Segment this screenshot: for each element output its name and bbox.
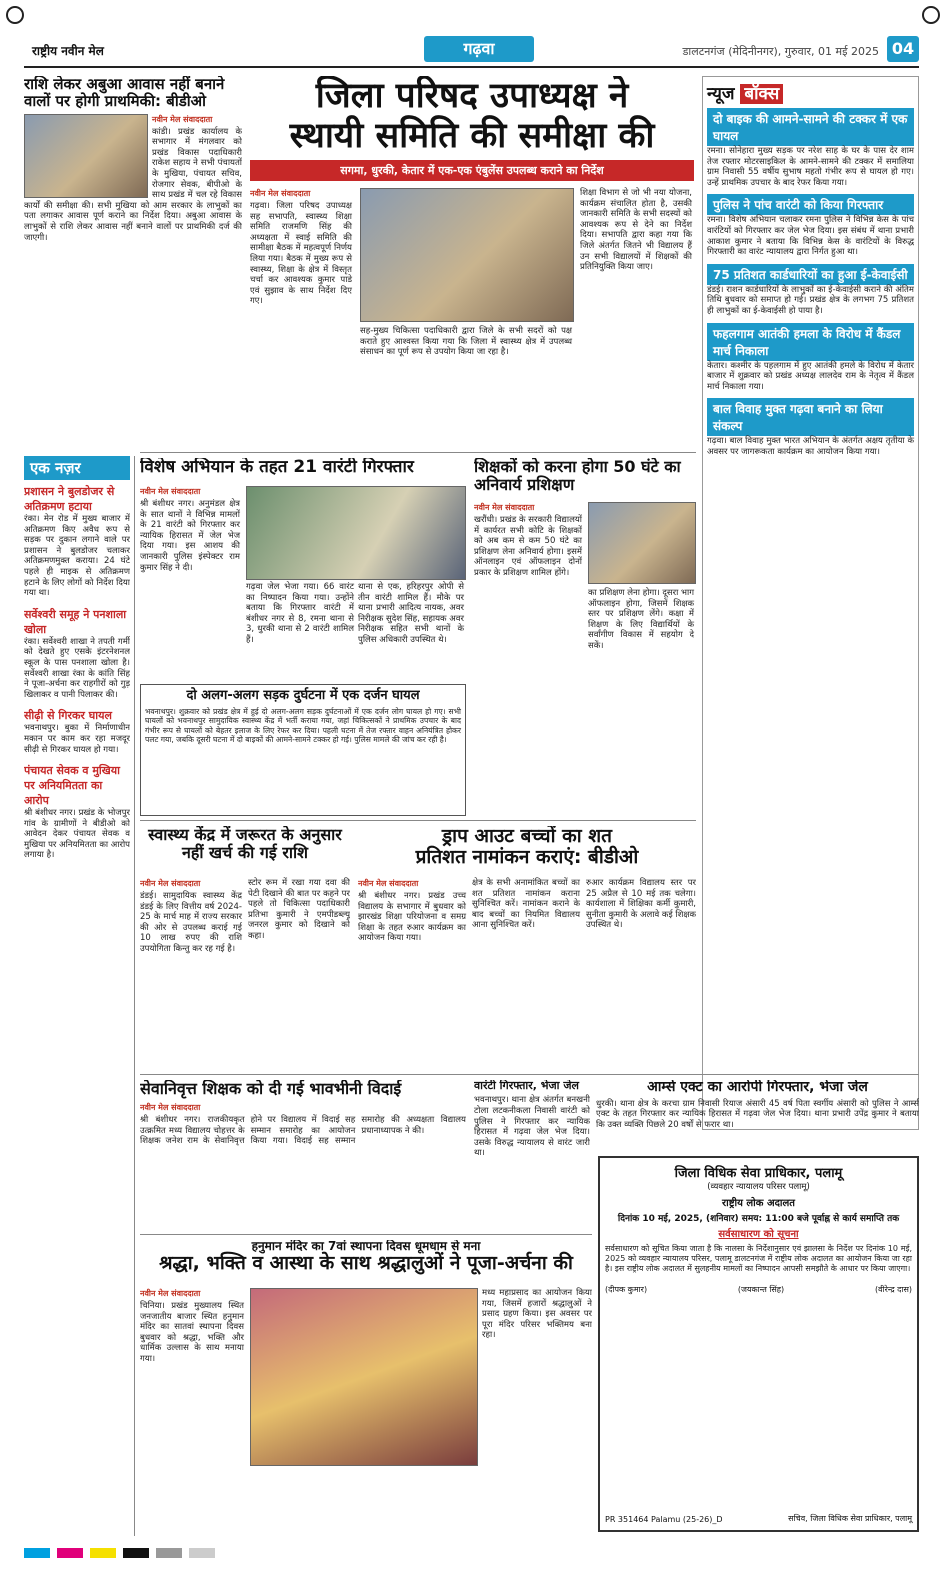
headline: आर्म्स एक्ट का आरोपी गिरफ्तार, भेजा जेल xyxy=(647,1080,868,1095)
ek-nazar-column xyxy=(24,456,130,1536)
ek-nazar-label xyxy=(24,456,130,480)
news-box-label-a: न्यूज xyxy=(707,84,735,104)
retire-body: श्री बंशीधर नगर। राजकीयकृत उत्क्रमित मध्य विद्यालय चोहत्तर के शिक्षक जनेश राम के सेवानिवृत्त होने पर विद्यालय में विदाई सह सम्मान समारोह का आयोजन किया गया। विदाई सह सम्मान समारोह की अध्यक्षता विद्यालय प्रधानाध्यापक ने की। xyxy=(140,1114,466,1147)
row-rule xyxy=(140,452,696,453)
teachers-col-1 xyxy=(474,502,582,579)
headline: श्रद्धा, भक्ति व आस्था के साथ श्रद्धालुओं ने पूजा-अर्चना की xyxy=(159,1252,573,1275)
brief-item xyxy=(24,763,130,861)
pr-number: PR 351464 Palamu (25-26)_D xyxy=(605,1515,723,1524)
registration-mark xyxy=(6,6,24,24)
color-swatch xyxy=(24,1548,50,1558)
headline: स्वास्थ्य केंद्र में जरूरत के अनुसार नहीं खर्च की गई राशि xyxy=(148,826,342,862)
news-box-label xyxy=(707,81,914,104)
warrant-body-b: थाना से एक, हरिहरपुर ओपी से तीन वारंटी शामिल हैं। मौके पर थाना प्रभारी आदित्य नायक, अवर निरीक्षक सुदेश सिंह, सहायक अवर निरीक्षक सहित सभी थानों के पुलिस अधिकारी उपस्थित थे। xyxy=(358,582,464,645)
health-body-a: डंडई। सामुदायिक स्वास्थ्य केंद्र डंडई के लिए वित्तीय वर्ष 2024-25 के मार्च माह में राज्य सरकार की ओर से उपलब्ध कराई गई 10 लाख रुपए की राशि उपयोगिता किन्तु कर रह गई है। xyxy=(140,891,242,954)
warrant-body-a: श्री बंशीधर नगर। अनुमंडल क्षेत्र के सात थानों ने विभिन्न मामलों के 21 वारंटी को गिरफ्तार कर न्यायिक हिरासत में जेल भेज दिया गया। इस आशय की जानकारी पुलिस इंस्पेक्टर राम कुमार सिंह ने दी। xyxy=(140,499,240,573)
lead-body-a: गढ़वा। जिला परिषद उपाध्यक्ष सह सभापति, स्वास्थ्य शिक्षा समिति राजमणि सिंह की अध्यक्षता में स्वाई समिति की सामीक्षा बैठक में महत्वपूर्ण निर्णय लिया गया। बैठक में मुख्य रूप से स्वास्थ्य, शिक्षा के क्षेत्र में विस्तृत चर्चा कर आवश्यक कुमार पाडे एवं सुझाव के साथ निर्देश दिए गए। xyxy=(250,201,352,307)
teachers-body-a: खरौंधी। प्रखंड के सरकारी विद्यालयों में कार्यरत सभी कोटि के शिक्षकों को अब कम से कम 50 घंटे का प्रशिक्षण लेना अनिवार्य होगा। इसमें ऑनलाइन एवं ऑफलाइन दोनों प्रकार के प्रशिक्षण शामिल होंगे। xyxy=(474,515,582,578)
brief-item xyxy=(24,607,130,701)
dropout-story xyxy=(358,826,696,1070)
notice-footer-sign: सचिव, जिला विधिक सेवा प्राधिकार, पलामू xyxy=(788,1514,912,1523)
registration-mark xyxy=(922,6,940,24)
warrant-caption: गढ़वा जेल भेजा गया। 66 वारंट का निष्पादन किया गया। उन्होंने बताया कि गिरफ्तार वारंटी में बंशीधर नगर से 8, रमना थाना से 3, धुरकी थाना से 2 वारंटी शामिल हैं। xyxy=(246,582,354,645)
byline: नवीन मेल संवाददाता xyxy=(152,114,213,124)
warrant-col-2 xyxy=(246,582,354,646)
brief-item xyxy=(24,708,130,755)
color-registration-bar xyxy=(24,1543,919,1557)
row-rule xyxy=(140,1234,592,1235)
warrant-story xyxy=(140,458,466,680)
byline: नवीन मेल संवाददाता xyxy=(140,1289,201,1298)
arms-body: धुरकी। थाना क्षेत्र के करचा ग्राम निवासी रियाज अंसारी 45 वर्ष पिता स्वर्गीय अंसारी को पुलिस ने आर्म्स एक्ट के तहत गिरफ्तार कर न्यायिक हिरासत में गढ़वा जेल भेज दिया। थाना प्रभारी उपेंद्र कुमार ने बताया कि उक्त व्यक्ति पिछले 20 वर्षों से फरार था। xyxy=(596,1098,919,1130)
section-tag: गढ़वा xyxy=(424,36,534,62)
lead-body-b: सह-मुख्य चिकित्सा पदाधिकारी द्वारा जिले के सभी सदरों को पक्ष कराते हुए आश्वस्त किया गया कि जिला में स्वास्थ्य क्षेत्र में उपलब्ध संसाधन का पूर्ण रूप से उपयोग किया जा रहा है। xyxy=(360,326,572,358)
teachers-body-b: का प्रशिक्षण लेना होगा। दूसरा भाग ऑफलाइन होगा, जिसमें शिक्षक स्तर पर प्रशिक्षण लेंगे। कक्षा में शिक्षण के लिए विद्यार्थियों के सर्वांगीण विकास में सहयोग दे सकें। xyxy=(588,588,694,651)
legal-notice-ad xyxy=(598,1156,919,1532)
arms-story xyxy=(596,1080,919,1150)
temple-story xyxy=(140,1240,592,1536)
notice-public-notice: सर्वसाधारण को सूचना xyxy=(718,1229,799,1240)
brief-head: प्रशासन ने बुलडोजर से अतिक्रमण हटाया xyxy=(24,485,115,513)
teachers-col-2 xyxy=(588,588,694,652)
brief-head: सीढ़ी से गिरकर घायल xyxy=(24,709,112,723)
retire-story xyxy=(140,1080,466,1230)
notice-body: सर्वसाधारण को सूचित किया जाता है कि नालसा के निर्देशानुसार एवं झालसा के निर्देश पर दिनांक 10 मई, 2025 को व्यवहार न्यायालय परिसर, पलामू डालटनगंज में राष्ट्रीय लोक अदालत का आयोजन किया जा रहा है। इस राष्ट्रीय लोक अदालत में सुलहनीय मामलों का निष्पादन आपसी समझौते के आधार पर किया जाएगा। xyxy=(605,1244,912,1273)
item-body: डंडई। राशन कार्डधारियों के लाभुकों का ई-केवाईसी कराने की अंतिम तिथि बुधवार को समाप्त हो गई। प्रखंड क्षेत्र के लगभग 75 प्रतिशत ही लाभुकों का ई-केवाईसी हो पाया है। xyxy=(707,284,914,316)
lead-story xyxy=(250,76,694,448)
lead-col-1 xyxy=(250,188,352,307)
temple-photo xyxy=(250,1288,478,1466)
dropout-body-a: श्री बंशीधर नगर। प्रखंड उच्च विद्यालय के सभागार में बुधवार को झारखंड शिक्षा परियोजना व समग्र शिक्षा के तहत रुआर कार्यक्रम का आयोजन किया गया। xyxy=(358,891,466,944)
brief-body: रंका। सर्वेश्वरी शाखा ने तपती गर्मी को देखते हुए एसके इंटरनेशनल स्कूल के पास पनशाला खोला है। सर्वेश्वरी शाखा रंका के कांति सिंह ने पूजा-अर्चना कर राहगीरों को गुड़ खिलाकर व पानी पिलाकर की। xyxy=(24,636,130,700)
left-top-story xyxy=(24,76,242,448)
lead-col-2 xyxy=(360,326,572,358)
column-rule xyxy=(134,456,135,1536)
item-head: फहलगाम आतंकी हमला के विरोध में कैंडल मार्च निकाला xyxy=(707,323,914,361)
color-swatch xyxy=(123,1548,149,1558)
notice-event: राष्ट्रीय लोक अदालत xyxy=(722,1198,795,1209)
brief-item xyxy=(24,484,130,599)
item-body: रमना। विशेष अभियान चलाकर रमना पुलिस ने विभिन्न केस के पांच वारंटियों को गिरफ्तार कर जेल भेज दिया। इस संबंध में थाना प्रभारी आकाश कुमार ने बताया कि विभिन्न केस के वारंटियों के विरुद्ध गिरफ्तारी का वारंट न्यायालय द्वारा निर्गत हुआ था। xyxy=(707,215,914,258)
byline: नवीन मेल संवाददाता xyxy=(250,189,311,198)
headline: वारंटी गिरफ्तार, भेजा जेल xyxy=(474,1080,579,1092)
brief-head: सर्वेश्वरी समूह ने पनशाला खोला xyxy=(24,607,127,636)
dropout-col-3 xyxy=(586,878,696,931)
page-number: 04 xyxy=(887,36,919,62)
item-head: दो बाइक की आमने-सामने की टक्कर में एक घायल xyxy=(707,108,914,146)
accident-story xyxy=(140,684,466,816)
lead-strap: सगमा, धुरकी, केतार में एक-एक एंबुलेंस उपलब्ध कराने का निर्देश xyxy=(250,160,694,181)
health-col-2 xyxy=(248,878,350,942)
lead-col-3 xyxy=(580,188,692,273)
signatory: (जयकान्त सिंह) xyxy=(737,1285,785,1294)
headline: विशेष अभियान के तहत 21 वारंटी गिरफ्तार xyxy=(140,458,414,477)
dropout-body-c: रुआर कार्यक्रम विद्यालय स्तर पर 25 अप्रैल से 10 मई तक चलेगा। कार्यशाला में शिक्षिका कर्मी कुमारी, सुनीता कुमारी के अलावे कई शिक्षक उपस्थित थे। xyxy=(586,878,696,931)
headline: राशि लेकर अबुआ आवास नहीं बनाने वालों पर होगी प्राथमिकी: बीडीओ xyxy=(24,76,225,110)
byline: नवीन मेल संवाददाता xyxy=(474,503,535,512)
item-body: केतार। कश्मीर के पहलगाम में हुए आतंकी हमले के विरोध में केतार बाजार में शुक्रवार को प्रखंड अध्यक्ष लालदेव राम के नेतृत्व में कैंडल मार्च निकाला गया। xyxy=(707,360,914,392)
headline: दो अलग-अलग सड़क दुर्घटना में एक दर्जन घायल xyxy=(186,688,420,703)
byline: नवीन मेल संवाददाता xyxy=(140,1102,201,1112)
item-head: 75 प्रतिशत कार्डधारियों का हुआ ई-केवाईसी xyxy=(707,264,914,285)
news-box-column xyxy=(702,76,919,1130)
brief-body: रंका। मेन रोड में मुख्य बाजार में अतिक्रमण किए अवैध रूप से सड़क पर दुकान लगाने वाले पर प्रशासन ने बुलडोजर चलाकर अतिक्रमणमुक्त कराया। 24 घंटे पहले ही माइक से अतिक्रमण हटाने के लिए लोगों को निर्देश दिया गया था। xyxy=(24,514,130,599)
color-swatch xyxy=(189,1548,215,1558)
dropout-col-2 xyxy=(472,878,580,931)
news-box-item xyxy=(707,323,914,393)
byline: नवीन मेल संवाददाता xyxy=(358,879,419,888)
dropout-col-1 xyxy=(358,878,466,944)
lead-body-c: शिक्षा विभाग से जो भी नया योजना, कार्यक्रम संचालित होता है, उसकी जानकारी समिति के सभी सदस्यों को आवश्यक रूप से देने का निर्देश दिया। सभापति द्वारा कहा गया कि जिले अंतर्गत जितने भी विद्यालय हैं उन सभी विद्यालयों में शिक्षकों की प्रतिनियुक्ति किया जाए। xyxy=(580,188,692,273)
temple-body-a: चिनिया। प्रखंड मुख्यालय स्थित जनजातीय बाजार स्थित हनुमान मंदिर का सातवां स्थापना दिवस बुधवार को श्रद्धा, भक्ति और धार्मिक उल्लास के साथ मनाया गया। xyxy=(140,1301,244,1364)
warrant-photo xyxy=(246,486,466,580)
item-head: पुलिस ने पांच वारंटी को किया गिरफ्तार xyxy=(707,194,914,215)
color-swatch xyxy=(156,1548,182,1558)
temple-col-3 xyxy=(482,1288,592,1341)
news-box-item xyxy=(707,194,914,257)
warrant-brief-body: भवनाथपुर। थाना क्षेत्र अंतर्गत बनखनी टोला लटकनीकला निवासी वारंटी को पुलिस ने गिरफ्तार कर न्यायिक हिरासत में गढ़वा जेल भेज दिया। उसके विरुद्ध न्यायालय से वारंट जारी था। xyxy=(474,1095,590,1159)
headline: शिक्षकों को करना होगा 50 घंटे का अनिवार्य प्रशिक्षण xyxy=(474,458,681,494)
notice-date-line: दिनांक 10 मई, 2025, (शनिवार) समय: 11:00 बजे पूर्वाह्न से कार्य समाप्ति तक xyxy=(617,1214,900,1224)
dropout-body-b: क्षेत्र के सभी अनामांकित बच्चों का शत प्रतिशत नामांकन कराना सुनिश्चित करें। नामांकन कराने के बाद बच्चों का नियमित विद्यालय आना सुनिश्चित करें। xyxy=(472,878,580,931)
byline: नवीन मेल संवाददाता xyxy=(140,487,201,496)
row-rule xyxy=(140,820,696,821)
kicker: हनुमान मंदिर का 7वां स्थापना दिवस धूमधाम से मना xyxy=(251,1240,481,1253)
story-photo xyxy=(24,114,148,198)
dateline: डालटनगंज (मेदिनीनगर), गुरुवार, 01 मई 2025 xyxy=(682,45,879,58)
item-body: गढ़वा। बाल विवाह मुक्त भारत अभियान के अंतर्गत अक्षय तृतीया के अवसर पर जागरूकता कार्यक्रम का आयोजन किया गया। xyxy=(707,436,914,457)
notice-title: जिला विधिक सेवा प्राधिकार, पलामू xyxy=(674,1166,843,1181)
notice-signatories xyxy=(605,1284,912,1295)
signatory: (वीरेन्द्र दास) xyxy=(874,1285,912,1294)
lead-headline-line-1: जिला परिषद उपाध्यक्ष ने xyxy=(315,76,629,116)
temple-body-b: मध्य महाप्रसाद का आयोजन किया गया, जिसमें हजारों श्रद्धालुओं ने प्रसाद ग्रहण किया। इस अवसर पर पूरा मंदिर परिसर भक्तिमय बना रहा। xyxy=(482,1288,592,1341)
brief-body: भवनाथपुर। बुका में निर्माणाधीन मकान पर काम कर रहा मजदूर सीढ़ी से गिरकर घायल हो गया। xyxy=(24,723,130,755)
warrant-brief xyxy=(474,1080,590,1230)
health-body-b: स्टोर रूम में रखा गया दवा की पेटी दिखाने की बात पर कहने पर पहले तो चिकित्सा पदाधिकारी प्रतिभा कुमारी ने एमपीडब्ल्यू जनरल कुमार को दिखाने को कहा। xyxy=(248,878,350,941)
paper-name: राष्ट्रीय नवीन मेल xyxy=(32,44,104,58)
byline: नवीन मेल संवाददाता xyxy=(140,879,201,888)
news-box-item xyxy=(707,398,914,457)
news-box-item xyxy=(707,264,914,317)
ek-nazar-label-b: नज़र xyxy=(55,459,81,477)
color-swatch xyxy=(57,1548,83,1558)
temple-col-1 xyxy=(140,1288,244,1365)
item-body: रमना। सोनेहारा मुख्य सड़क पर नरेश साह के घर के पास देर शाम तेज रफ्तार मोटरसाइकिल के आमने-सामने की टक्कर में समालिया ग्राम निवासी 55 वर्षीय सुभाष महतो गंभीर रूप से घायल हो गए। उन्हें प्राथमिक उपचार के बाद रेफर किया गया। xyxy=(707,146,914,188)
lead-headline-line-2: स्थायी समिति की समीक्षा की xyxy=(289,116,655,156)
accident-body: भवनाथपुर। शुक्रवार को प्रखंड क्षेत्र में हुई दो अलग-अलग सड़क दुर्घटनाओं में एक दर्जन लोग घायल हो गए। सभी घायलों को भवनाथपुर सामुदायिक स्वास्थ्य केंद्र में भर्ती कराया गया, जहां चिकित्सकों ने प्राथमिक उपचार के बाद गंभीर रूप से घायलों को बेहतर इलाज के लिए रेफर कर दिया। पहली घटना में तेज रफ्तार वाहन अनियंत्रित होकर पलट गया, जबकि दूसरी घटना में दो बाइकों की आमने-सामने टक्कर हो गई। पुलिस मामले की जांच कर रही है। xyxy=(145,706,461,745)
health-col-1 xyxy=(140,878,242,955)
ek-nazar-label-a: एक xyxy=(30,459,50,477)
item-head: बाल विवाह मुक्त गढ़वा बनाने का लिया संकल्प xyxy=(707,398,914,436)
masthead xyxy=(24,36,919,68)
headline-line-2: प्रतिशत नामांकन कराएं: बीडीओ xyxy=(415,846,639,869)
teachers-story xyxy=(474,458,696,814)
teachers-photo xyxy=(588,502,696,584)
news-box-label-b: बॉक्स xyxy=(740,84,783,104)
row-rule xyxy=(140,1074,919,1075)
headline: सेवानिवृत्त शिक्षक को दी गई भावभीनी विदाई xyxy=(140,1080,402,1098)
color-swatch xyxy=(90,1548,116,1558)
signatory: (दीपक कुमार) xyxy=(605,1285,648,1294)
warrant-col-1 xyxy=(140,486,240,573)
lead-photo xyxy=(360,188,574,322)
notice-subtitle: (व्यवहार न्यायालय परिसर पलामू) xyxy=(707,1182,810,1192)
warrant-col-3 xyxy=(358,582,464,646)
health-story xyxy=(140,826,350,1070)
story-body: कांडी। प्रखंड कार्यालय के सभागार में मंगलवार को प्रखंड विकास पदाधिकारी राकेश सहाय ने सभी पंचायतों के मुखिया, पंचायत सचिव, रोजगार सेवक, बीपीओ के साथ प्रखंड में चल रहे विकास कार्यों की समीक्षा की। सभी मुखिया को आम सरकार के लाभुकों का पता लगाकर आवास पूर्ण कराने का निर्देश दिया। अबुआ आवास के लाभुकों से राशि लेकर आवास नहीं बनाने वालों पर प्राथमिकी दर्ज की जाएगी। xyxy=(24,126,242,243)
news-box-item xyxy=(707,108,914,188)
headline-line-1: ड्राप आउट बच्चों का शत xyxy=(441,826,612,847)
brief-head: पंचायत सेवक व मुखिया पर अनियमितता का आरोप xyxy=(24,764,120,808)
brief-body: श्री बंशीधर नगर। प्रखंड के भोजपुर गांव के ग्रामीणों ने बीडीओ को आवेदन देकर पंचायत सेवक व मुखिया पर अनियमितता का आरोप लगाया है। xyxy=(24,808,130,861)
